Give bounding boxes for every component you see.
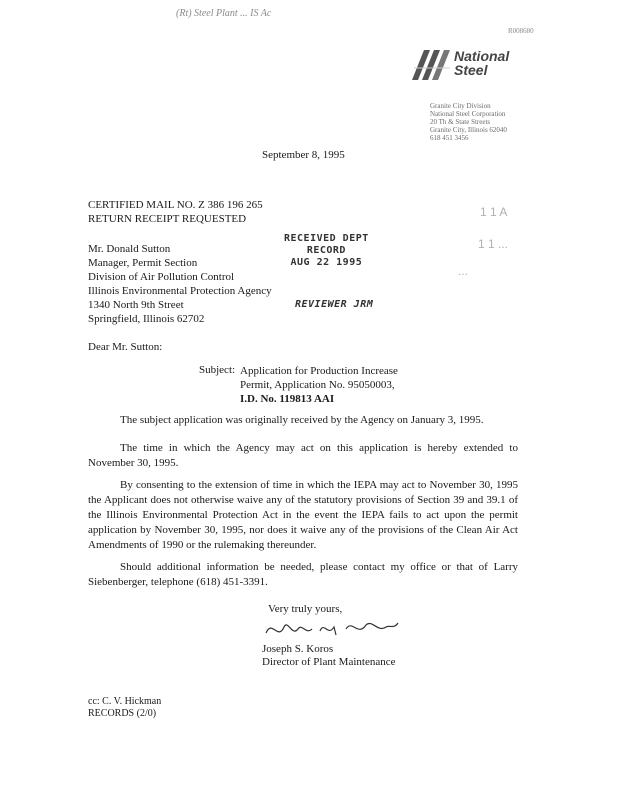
recipient-line: Division of Air Pollution Control xyxy=(88,271,235,283)
cc-line: cc: C. V. Hickman xyxy=(88,696,162,707)
letter-date: September 8, 1995 xyxy=(262,149,345,161)
address-line: 618 451 3456 xyxy=(430,134,469,142)
company-logo xyxy=(410,48,530,82)
body-paragraph-3: By consenting to the extension of time in which the IEPA may act to November 30, 1995 the Applicant does not otherwise waive any of the statutory provisions of Section 39 and 39.1 of the Illinois Environmental Protection Act in the event the IEPA fails to act upon the permit application by November 30, 1995, nor does it waive any of the provisions of the Clean Air Act Amendments of 1990 or the rulemaking thereunder. xyxy=(88,479,518,551)
body-paragraph-4: Should additional information be needed, please contact my office or that of Larry Siebenberger, telephone (618) 451-3391. xyxy=(88,561,518,588)
subject-line: Permit, Application No. 95050003, xyxy=(240,379,395,391)
salutation: Dear Mr. Sutton: xyxy=(88,341,163,353)
certified-mail: CERTIFIED MAIL NO. Z 386 196 265 xyxy=(88,199,263,211)
recipient-line: Springfield, Illinois 62702 xyxy=(88,313,205,325)
body-paragraph-2: The time in which the Agency may act on this application is hereby extended to November 30, 1995. xyxy=(88,442,518,469)
reviewer-stamp: REVIEWER JRM xyxy=(295,299,374,310)
document-id: R008680 xyxy=(508,27,534,35)
stamp-line2: RECORD xyxy=(306,245,346,256)
signatory-name: Joseph S. Koros xyxy=(262,643,334,655)
national-steel-logo-icon xyxy=(410,48,454,82)
company-address xyxy=(430,102,507,142)
subject-block xyxy=(240,364,398,406)
recipient-line: Mr. Donald Sutton xyxy=(88,243,171,255)
valediction: Very truly yours, xyxy=(268,603,343,615)
address-line: 20 Th & State Streets xyxy=(430,118,491,126)
received-stamp xyxy=(284,233,369,269)
subject-line: Application for Production Increase xyxy=(240,365,398,377)
logo-text-line2: Steel xyxy=(454,62,488,78)
fax-header: (Rt) Steel Plant ... IS Ac xyxy=(176,8,272,19)
stamp-line1: RECEIVED DEPT xyxy=(284,233,369,244)
margin-mark: 1 1 ... xyxy=(478,237,509,251)
cc-records: RECORDS (2/0) xyxy=(88,708,157,719)
signature xyxy=(262,615,402,645)
recipient-line: 1340 North 9th Street xyxy=(88,299,184,311)
recipient-line: Illinois Environmental Protection Agency xyxy=(88,285,272,297)
address-line: Granite City Division xyxy=(430,102,491,110)
address-line: Granite City, Illinois 62040 xyxy=(430,126,507,134)
handwritten-signature-icon xyxy=(262,615,402,645)
logo-text-line1: National xyxy=(454,48,510,64)
stamp-line3: AUG 22 1995 xyxy=(290,257,363,268)
subject-label: Subject: xyxy=(199,364,236,376)
recipient-address xyxy=(88,242,272,326)
margin-mark: ... xyxy=(458,264,469,278)
subject-line: I.D. No. 119813 AAI xyxy=(240,393,335,405)
signatory-title: Director of Plant Maintenance xyxy=(262,656,396,668)
recipient-line: Manager, Permit Section xyxy=(88,257,198,269)
cc-block xyxy=(88,696,161,720)
address-line: National Steel Corporation xyxy=(430,110,506,118)
body-paragraph-1: The subject application was originally received by the Agency on January 3, 1995. xyxy=(120,414,484,426)
signature-block xyxy=(262,643,395,669)
return-receipt: RETURN RECEIPT REQUESTED xyxy=(88,213,247,225)
margin-mark: 1 1 A xyxy=(480,205,508,219)
